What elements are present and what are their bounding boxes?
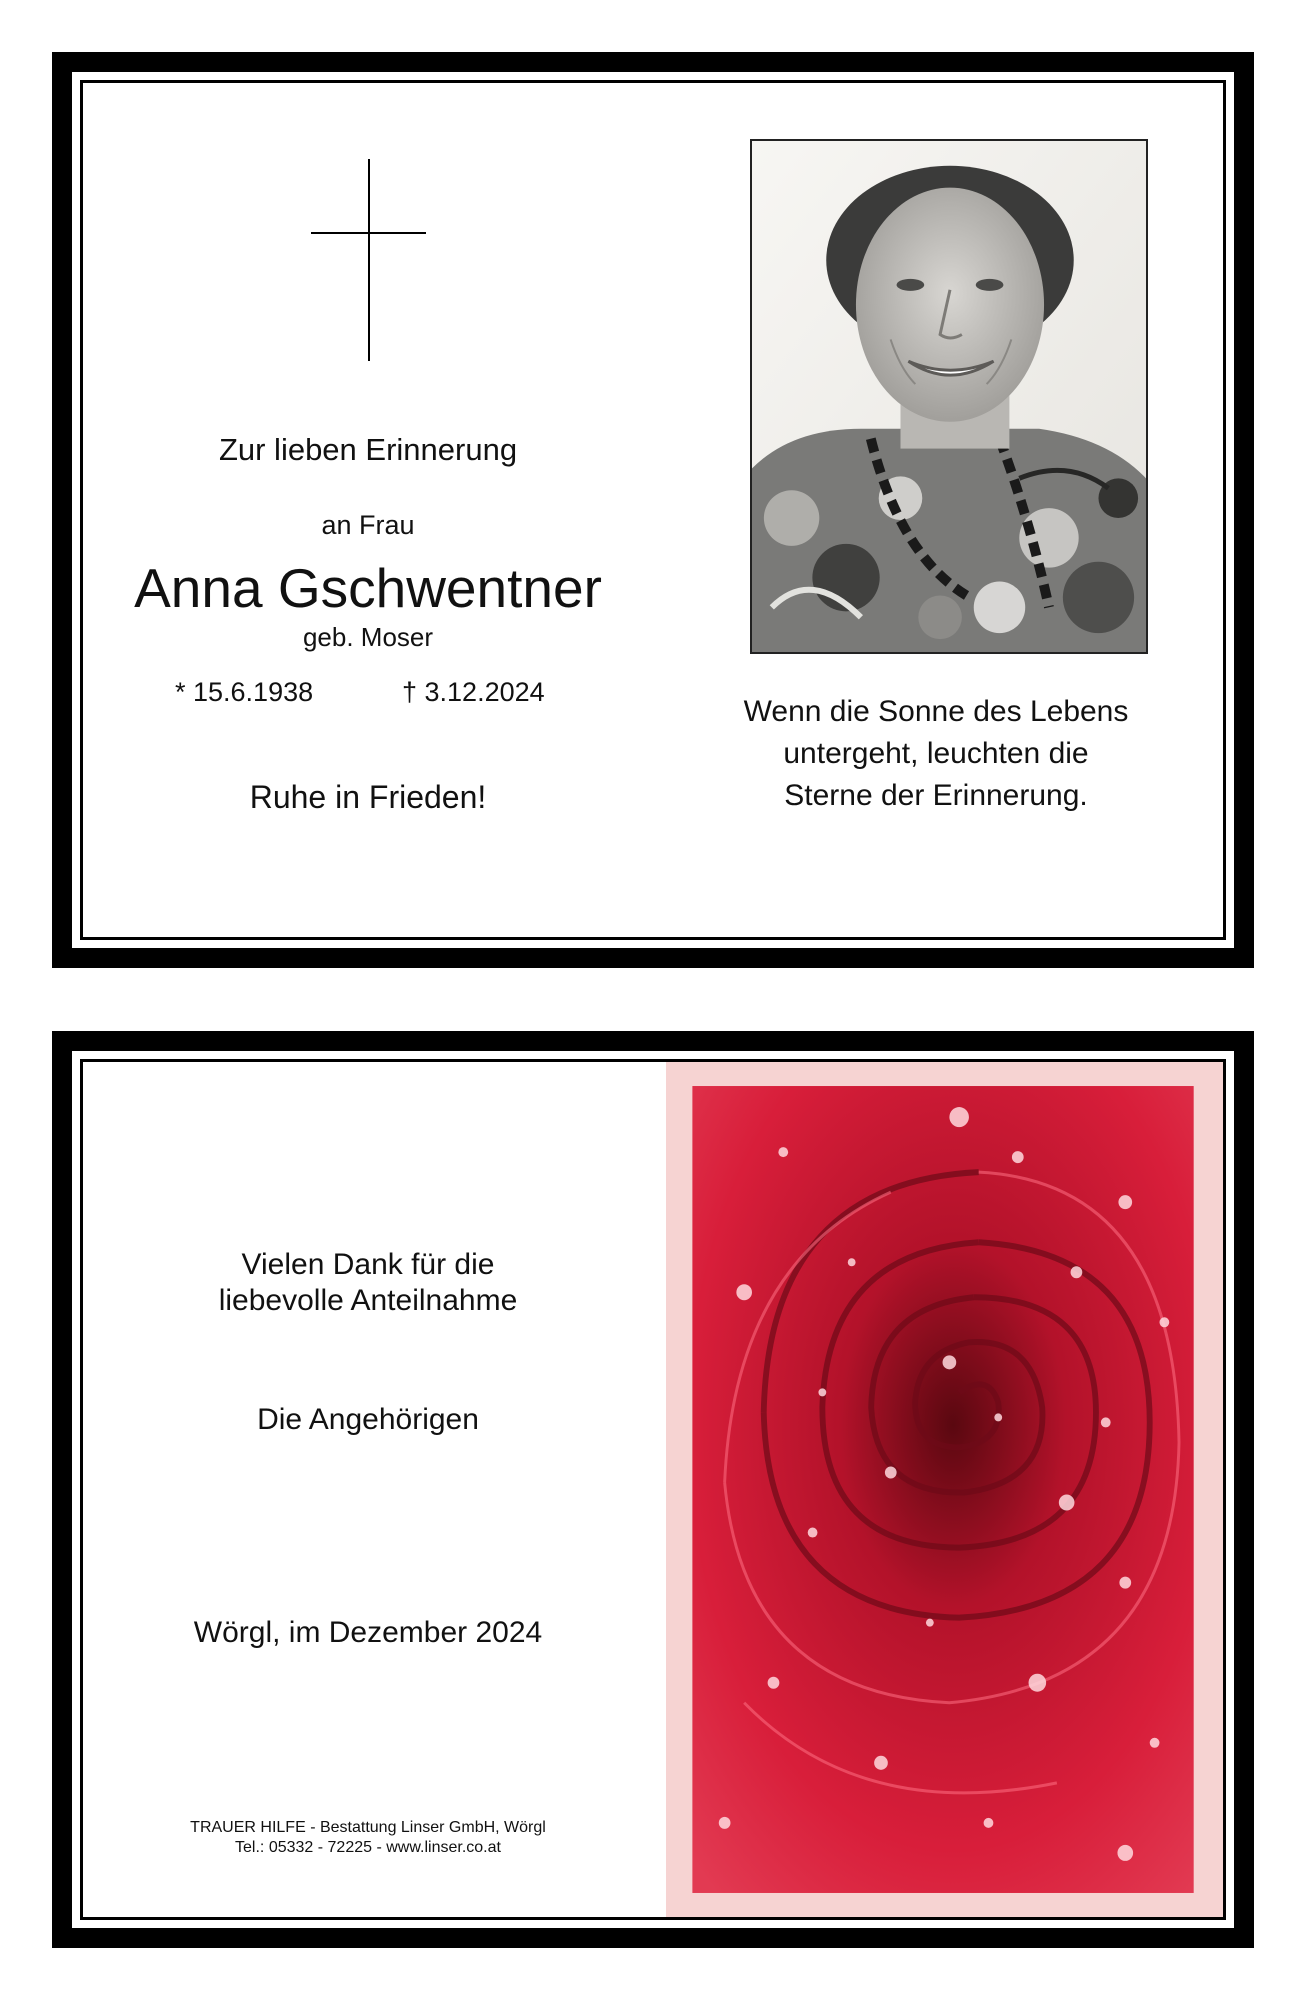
thanks-line: liebevolle Anteilnahme — [218, 1284, 518, 1317]
thanks-line: Vielen Dank für die — [241, 1248, 495, 1281]
death-date: † 3.12.2024 — [402, 677, 545, 707]
salutation-line: an Frau — [321, 510, 415, 540]
funeral-home-line: TRAUER HILFE - Bestattung Linser GmbH, Wörgl — [190, 1819, 546, 1836]
back-inner-frame — [80, 1059, 1226, 1920]
maiden-name: geb. Moser — [302, 622, 434, 652]
memorial-card-back — [52, 1031, 1254, 1948]
funeral-home-line: Tel.: 05332 - 72225 - www.linser.co.at — [235, 1839, 501, 1856]
closing-line: Ruhe in Frieden! — [249, 779, 487, 815]
place-and-date: Wörgl, im Dezember 2024 — [193, 1616, 543, 1649]
funeral-home-info — [100, 1818, 636, 1858]
portrait-photo — [750, 139, 1148, 654]
intro-line: Zur lieben Erinnerung — [218, 432, 518, 467]
quote-line: Wenn die Sonne des Lebens — [743, 695, 1129, 728]
quote-line: Sterne der Erinnerung. — [784, 779, 1088, 812]
thanks-message — [100, 1247, 636, 1319]
family-signature: Die Angehörigen — [257, 1403, 479, 1436]
quote-line: untergeht, leuchten die — [783, 737, 1089, 770]
deceased-name: Anna Gschwentner — [134, 557, 602, 619]
memorial-quote — [710, 691, 1162, 817]
rose-image — [666, 1062, 1223, 1917]
birth-date: * 15.6.1938 — [175, 677, 314, 707]
